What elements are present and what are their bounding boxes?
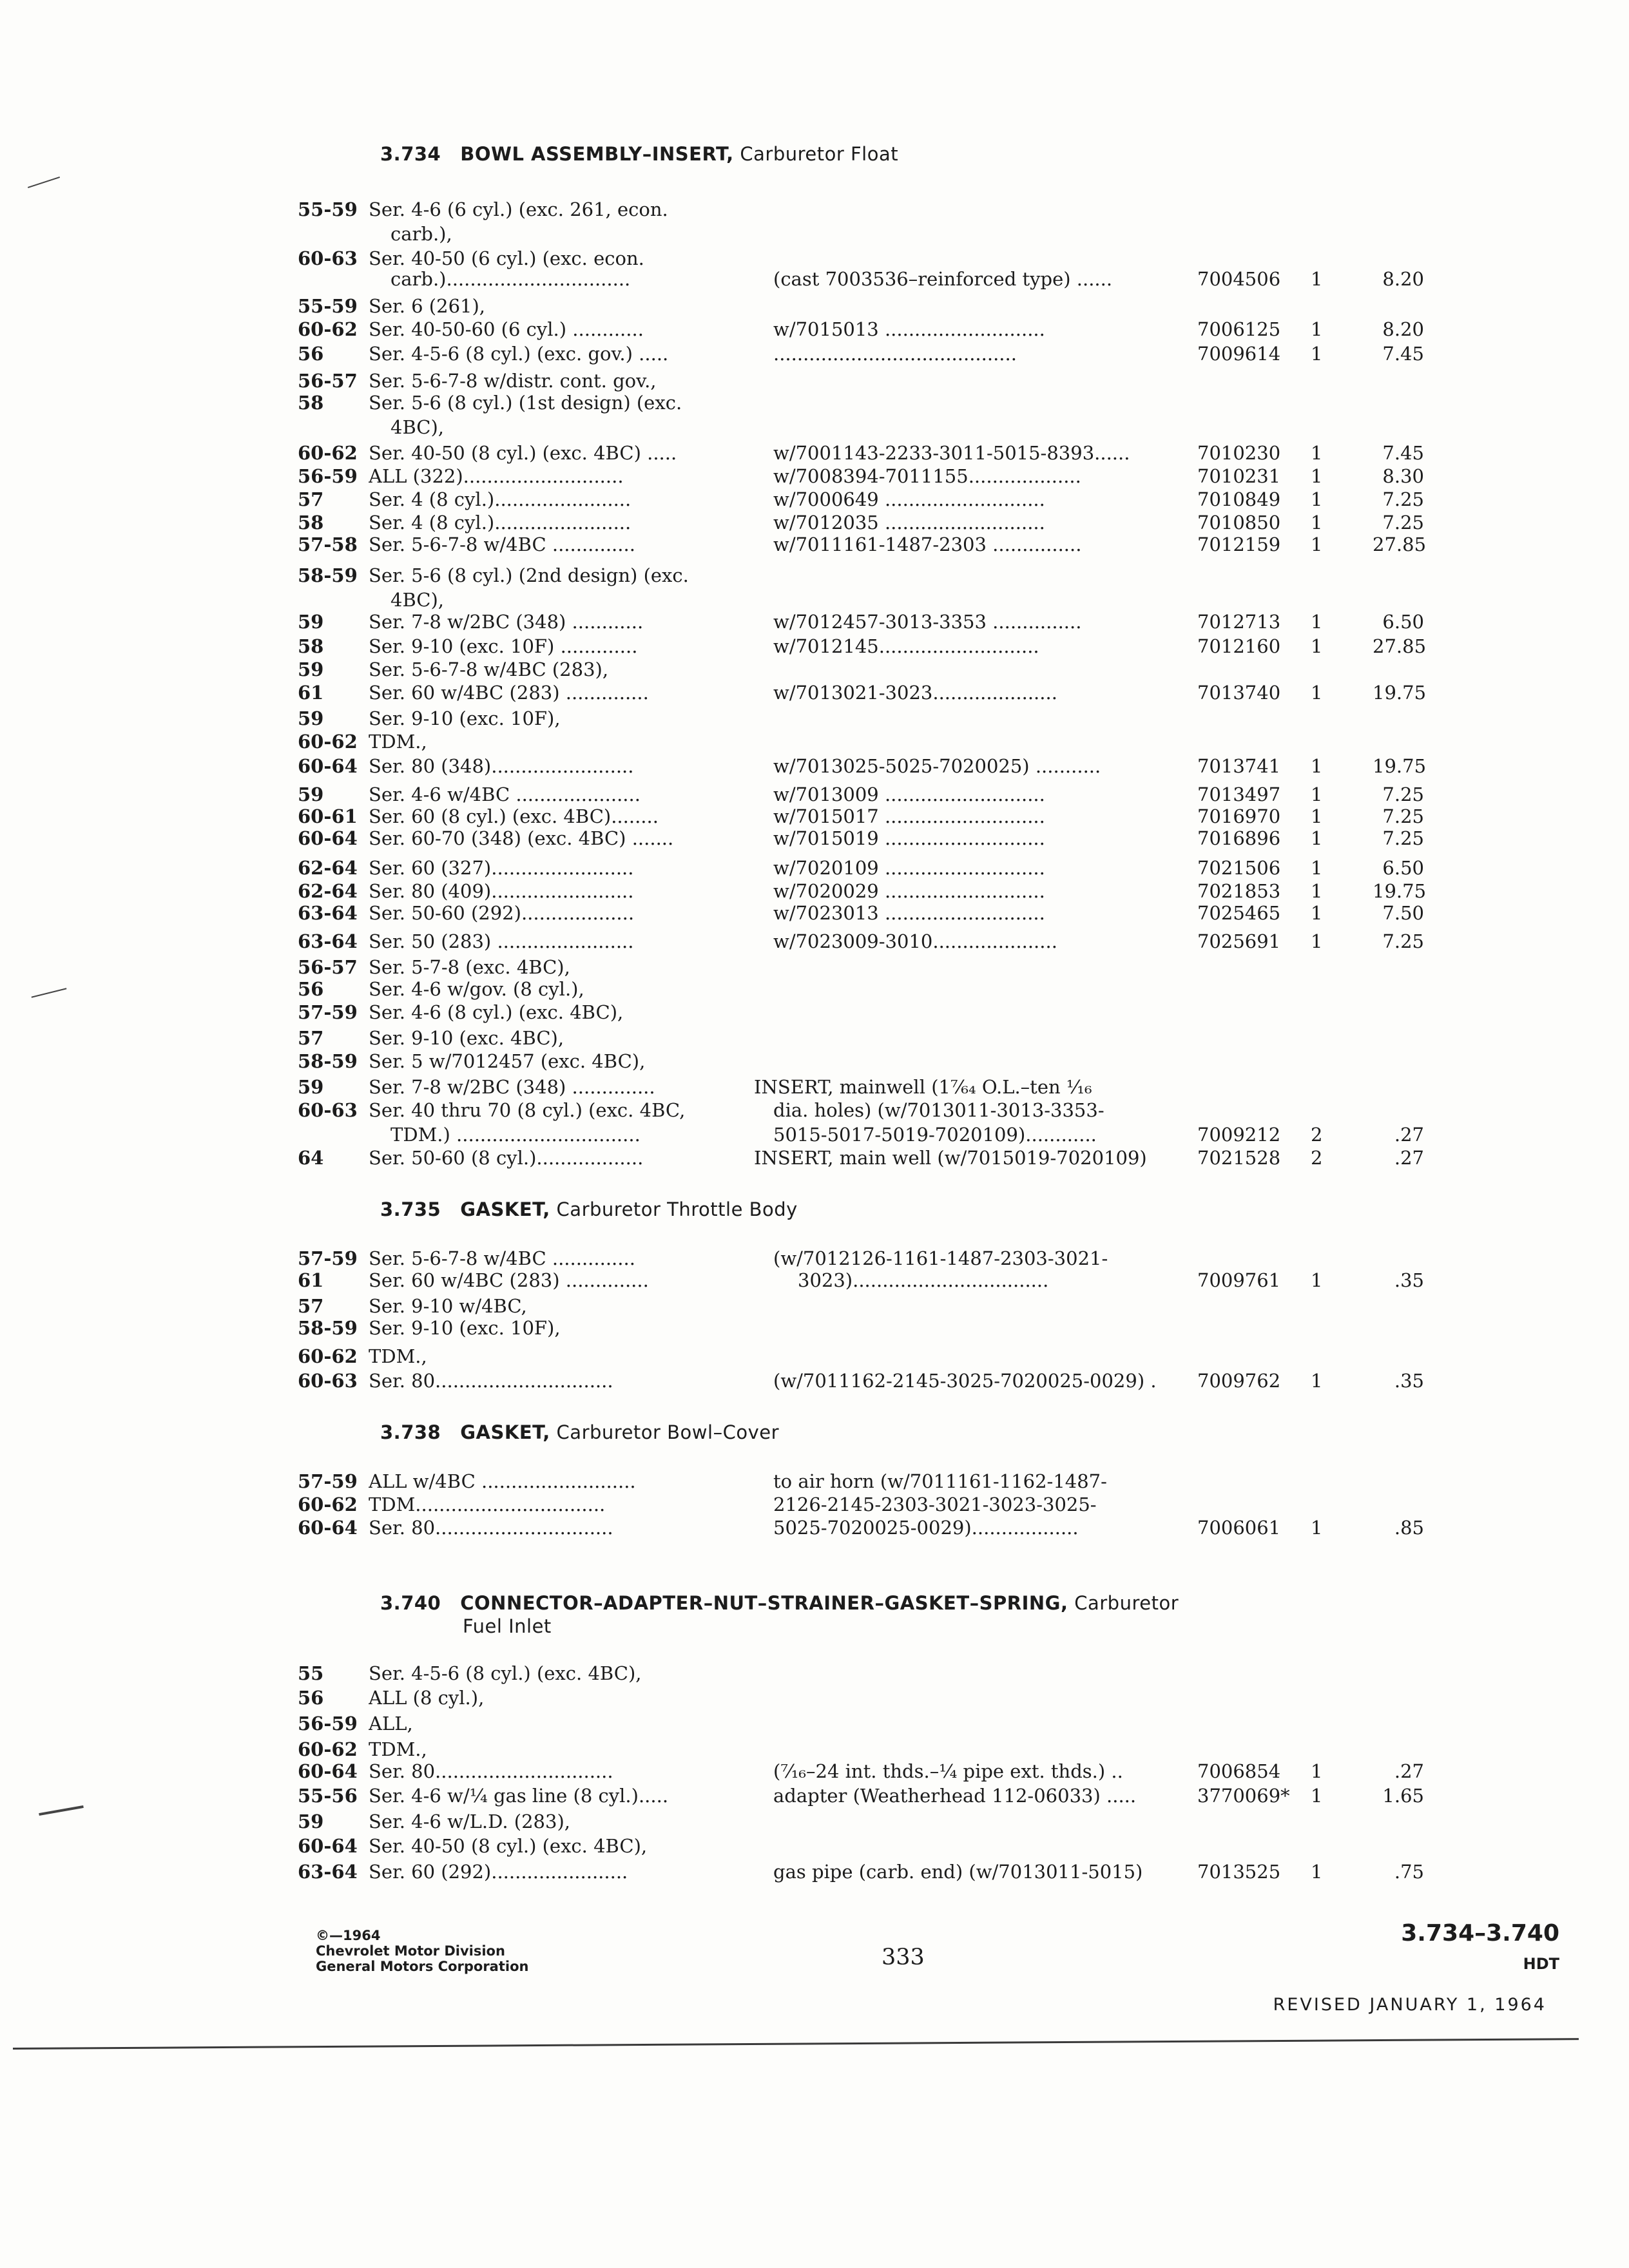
quantity: 1 [1311, 1517, 1323, 1539]
year-range: 60-62 [298, 1345, 358, 1367]
year-range: 60-64 [298, 755, 358, 777]
section-number: 3.734 [380, 143, 441, 165]
year-range: 58-59 [298, 1317, 358, 1339]
application: Ser. 60-70 (348) (exc. 4BC) ....... [369, 827, 674, 849]
part-number: 7013740 [1197, 682, 1281, 704]
year-range: 60-62 [298, 1494, 358, 1515]
application: carb.)............................... [390, 268, 631, 290]
year-range: 55-59 [298, 295, 358, 317]
year-range: 60-64 [298, 1760, 358, 1782]
description: (cast 7003536–reinforced type) ...... [773, 268, 1113, 290]
application: ALL (8 cyl.), [369, 1687, 485, 1709]
description: 5025-7020025-0029).................. [773, 1517, 1079, 1539]
application: Ser. 50-60 (8 cyl.).................. [369, 1147, 644, 1169]
description: dia. holes) (w/7013011-3013-3353- [773, 1099, 1104, 1121]
year-range: 56 [298, 1687, 324, 1709]
application: Ser. 60 (327)........................ [369, 857, 634, 879]
description: w/7023013 ........................... [773, 902, 1045, 924]
price: .27 [1394, 1147, 1424, 1169]
year-range: 55-59 [298, 198, 358, 220]
price: 6.50 [1382, 857, 1424, 879]
year-range: 63-64 [298, 930, 358, 952]
year-range: 56-57 [298, 956, 358, 978]
part-number: 7016896 [1197, 827, 1281, 849]
section-name: GASKET, [460, 1198, 550, 1220]
margin-mark [28, 177, 60, 188]
copyright: ©—1964 [316, 1928, 381, 1943]
part-number: 7016970 [1197, 805, 1281, 827]
year-range: 58-59 [298, 1050, 358, 1072]
part-number: 7012160 [1197, 635, 1281, 657]
application: Ser. 4-6 w/L.D. (283), [369, 1811, 570, 1832]
description: INSERT, mainwell (1⁷⁄₆₄ O.L.–ten ¹⁄₁₆ [754, 1076, 1092, 1098]
part-number: 7021528 [1197, 1147, 1281, 1169]
year-range: 63-64 [298, 902, 358, 924]
description: (w/7011162-2145-3025-7020025-0029) . [773, 1370, 1157, 1392]
description: 3023)................................. [798, 1269, 1049, 1291]
part-number: 7004506 [1197, 268, 1281, 290]
year-range: 56-57 [298, 370, 358, 392]
quantity: 1 [1311, 682, 1323, 704]
section-name: BOWL ASSEMBLY–INSERT, [460, 143, 734, 165]
year-range: 56 [298, 343, 324, 365]
price: 8.30 [1382, 465, 1424, 487]
price: 6.50 [1382, 611, 1424, 633]
application: ALL, [369, 1713, 413, 1735]
application: Ser. 80 (348)........................ [369, 755, 634, 777]
quantity: 1 [1311, 783, 1323, 805]
quantity: 1 [1311, 827, 1323, 849]
part-number: 7009614 [1197, 343, 1281, 365]
application: Ser. 40-50-60 (6 cyl.) ............ [369, 318, 644, 340]
description: (⁷⁄₁₆–24 int. thds.–¼ pipe ext. thds.) .. [773, 1760, 1123, 1782]
application: TDM., [369, 1345, 427, 1367]
part-number: 7025691 [1197, 930, 1281, 952]
application: Ser. 5-6-7-8 w/4BC .............. [369, 1247, 635, 1269]
year-range: 60-62 [298, 1738, 358, 1760]
application: Ser. 7-8 w/2BC (348) .............. [369, 1076, 655, 1098]
price: 7.25 [1382, 805, 1424, 827]
quantity: 1 [1311, 1785, 1323, 1807]
description: w/7013009 ........................... [773, 783, 1045, 805]
quantity: 2 [1311, 1124, 1323, 1146]
part-number: 7013525 [1197, 1861, 1281, 1883]
year-range: 57 [298, 1027, 324, 1049]
description: w/7012035 ........................... [773, 512, 1045, 533]
description: (w/7012126-1161-1487-2303-3021- [773, 1247, 1108, 1269]
description: INSERT, main well (w/7015019-7020109) [754, 1147, 1147, 1169]
application: Ser. 5 w/7012457 (exc. 4BC), [369, 1050, 646, 1072]
description: w/7020029 ........................... [773, 880, 1045, 902]
application: Ser. 40-50 (6 cyl.) (exc. econ. [369, 247, 644, 269]
application: Ser. 60 (292)....................... [369, 1861, 628, 1883]
year-range: 58 [298, 635, 324, 657]
description: to air horn (w/7011161-1162-1487- [773, 1470, 1107, 1492]
year-range: 57-59 [298, 1001, 358, 1023]
application: Ser. 5-6-7-8 w/4BC (283), [369, 658, 609, 680]
year-range: 56 [298, 978, 324, 1000]
application: Ser. 5-6 (8 cyl.) (2nd design) (exc. [369, 564, 689, 586]
part-number: 7013741 [1197, 755, 1281, 777]
margin-mark [39, 1805, 84, 1816]
part-number: 7025465 [1197, 902, 1281, 924]
application: Ser. 4-6 (8 cyl.) (exc. 4BC), [369, 1001, 624, 1023]
part-number: 7006061 [1197, 1517, 1281, 1539]
description: 5015-5017-5019-7020109)............ [773, 1124, 1097, 1146]
part-number: 7009212 [1197, 1124, 1281, 1146]
price: 27.85 [1373, 635, 1427, 657]
description: w/7013021-3023..................... [773, 682, 1057, 704]
price: .35 [1394, 1269, 1424, 1291]
description: w/7023009-3010..................... [773, 930, 1057, 952]
application: Ser. 40-50 (8 cyl.) (exc. 4BC), [369, 1835, 648, 1857]
application: Ser. 9-10 (exc. 10F) ............. [369, 635, 638, 657]
bottom-rule [13, 2038, 1579, 2050]
price: .35 [1394, 1370, 1424, 1392]
quantity: 1 [1311, 857, 1323, 879]
description: adapter (Weatherhead 112-06033) ..... [773, 1785, 1137, 1807]
quantity: 1 [1311, 488, 1323, 510]
application: Ser. 4-6 (6 cyl.) (exc. 261, econ. [369, 198, 668, 220]
application: Ser. 40 thru 70 (8 cyl.) (exc. 4BC, [369, 1099, 686, 1121]
section-note: Carburetor Float [733, 143, 899, 165]
year-range: 57 [298, 488, 324, 510]
price: 27.85 [1373, 533, 1427, 555]
price: 7.45 [1382, 442, 1424, 464]
publisher-corporation: General Motors Corporation [316, 1959, 529, 1974]
part-number: 7010850 [1197, 512, 1281, 533]
quantity: 1 [1311, 635, 1323, 657]
year-range: 59 [298, 783, 324, 805]
description: ......................................... [773, 343, 1017, 365]
section-note: Carburetor [1068, 1592, 1179, 1614]
description: w/7012145........................... [773, 635, 1039, 657]
description: 2126-2145-2303-3021-3023-3025- [773, 1494, 1097, 1515]
part-number: 7021506 [1197, 857, 1281, 879]
section-heading-3735 [380, 1198, 798, 1220]
price: .27 [1394, 1124, 1424, 1146]
description: w/7012457-3013-3353 ............... [773, 611, 1082, 633]
price: 1.65 [1382, 1785, 1424, 1807]
application: Ser. 80.............................. [369, 1517, 613, 1539]
year-range: 59 [298, 611, 324, 633]
quantity: 1 [1311, 512, 1323, 533]
quantity: 1 [1311, 755, 1323, 777]
section-number: 3.740 [380, 1592, 441, 1614]
application: Ser. 4 (8 cyl.)....................... [369, 488, 631, 510]
year-range: 59 [298, 658, 324, 680]
price: .85 [1394, 1517, 1424, 1539]
year-range: 59 [298, 1811, 324, 1832]
year-range: 55 [298, 1662, 324, 1684]
price: 7.25 [1382, 827, 1424, 849]
section-note-continued: Fuel Inlet [463, 1615, 552, 1637]
section-name: CONNECTOR–ADAPTER–NUT–STRAINER–GASKET–SPRING, [460, 1592, 1068, 1614]
year-range: 64 [298, 1147, 324, 1169]
part-number: 7009762 [1197, 1370, 1281, 1392]
application: ALL w/4BC .......................... [369, 1470, 636, 1492]
application: Ser. 50 (283) ....................... [369, 930, 634, 952]
year-range: 57-59 [298, 1247, 358, 1269]
application: Ser. 40-50 (8 cyl.) (exc. 4BC) ..... [369, 442, 677, 464]
price: 7.50 [1382, 902, 1424, 924]
price: 19.75 [1373, 682, 1427, 704]
quantity: 1 [1311, 343, 1323, 365]
application: 4BC), [390, 416, 445, 438]
year-range: 58-59 [298, 564, 358, 586]
application: Ser. 5-6 (8 cyl.) (1st design) (exc. [369, 392, 682, 414]
application: Ser. 4 (8 cyl.)....................... [369, 512, 631, 533]
price: 7.25 [1382, 512, 1424, 533]
part-number: 7012713 [1197, 611, 1281, 633]
quantity: 1 [1311, 533, 1323, 555]
quantity: 1 [1311, 1760, 1323, 1782]
price: 19.75 [1373, 880, 1427, 902]
application: TDM.) ............................... [390, 1124, 641, 1146]
description: gas pipe (carb. end) (w/7013011-5015) [773, 1861, 1143, 1883]
part-number: 7012159 [1197, 533, 1281, 555]
description: w/7013025-5025-7020025) ........... [773, 755, 1101, 777]
price: 7.45 [1382, 343, 1424, 365]
application: 4BC), [390, 589, 445, 611]
year-range: 62-64 [298, 857, 358, 879]
application: Ser. 4-6 w/¼ gas line (8 cyl.)..... [369, 1785, 669, 1807]
quantity: 1 [1311, 902, 1323, 924]
quantity: 1 [1311, 930, 1323, 952]
application: Ser. 5-6-7-8 w/distr. cont. gov., [369, 370, 657, 392]
application: Ser. 80.............................. [369, 1370, 613, 1392]
description: w/7011161-1487-2303 ............... [773, 533, 1082, 555]
year-range: 60-64 [298, 1835, 358, 1857]
part-number: 7010849 [1197, 488, 1281, 510]
section-heading-3738 [380, 1421, 779, 1443]
part-number: 7013497 [1197, 783, 1281, 805]
quantity: 1 [1311, 611, 1323, 633]
year-range: 60-64 [298, 827, 358, 849]
quantity: 1 [1311, 442, 1323, 464]
application: Ser. 4-6 w/gov. (8 cyl.), [369, 978, 584, 1000]
margin-mark [32, 988, 67, 997]
quantity: 1 [1311, 465, 1323, 487]
description: w/7001143-2233-3011-5015-8393...... [773, 442, 1130, 464]
year-range: 55-56 [298, 1785, 358, 1807]
section-number: 3.738 [380, 1421, 441, 1443]
description: w/7015013 ........................... [773, 318, 1045, 340]
description: w/7020109 ........................... [773, 857, 1045, 879]
application: Ser. 60 w/4BC (283) .............. [369, 1269, 649, 1291]
application: Ser. 9-10 (exc. 10F), [369, 707, 561, 729]
application: Ser. 9-10 w/4BC, [369, 1295, 527, 1317]
year-range: 57-58 [298, 533, 358, 555]
year-range: 62-64 [298, 880, 358, 902]
quantity: 1 [1311, 318, 1323, 340]
application: Ser. 9-10 (exc. 10F), [369, 1317, 561, 1339]
part-number: 7010230 [1197, 442, 1281, 464]
quantity: 1 [1311, 1269, 1323, 1291]
application: Ser. 50-60 (292)................... [369, 902, 635, 924]
quantity: 1 [1311, 268, 1323, 290]
application: Ser. 4-6 w/4BC ..................... [369, 783, 641, 805]
year-range: 61 [298, 1269, 324, 1291]
price: 8.20 [1382, 268, 1424, 290]
application: Ser. 80.............................. [369, 1760, 613, 1782]
publisher-division: Chevrolet Motor Division [316, 1943, 505, 1959]
application: Ser. 9-10 (exc. 4BC), [369, 1027, 564, 1049]
quantity: 1 [1311, 1370, 1323, 1392]
section-heading-3740 [380, 1591, 1179, 1638]
quantity: 1 [1311, 1861, 1323, 1883]
year-range: 60-62 [298, 731, 358, 753]
application: Ser. 80 (409)........................ [369, 880, 634, 902]
section-note: Carburetor Throttle Body [550, 1198, 798, 1220]
year-range: 59 [298, 1076, 324, 1098]
application: Ser. 60 w/4BC (283) .............. [369, 682, 649, 704]
application: Ser. 4-5-6 (8 cyl.) (exc. 4BC), [369, 1662, 642, 1684]
application: Ser. 4-5-6 (8 cyl.) (exc. gov.) ..... [369, 343, 669, 365]
application: carb.), [390, 223, 452, 245]
description: w/7000649 ........................... [773, 488, 1045, 510]
section-number: 3.735 [380, 1198, 441, 1220]
price: 7.25 [1382, 783, 1424, 805]
part-number: 7021853 [1197, 880, 1281, 902]
revision-date: REVISED JANUARY 1, 1964 [1273, 1995, 1547, 2015]
quantity: 2 [1311, 1147, 1323, 1169]
year-range: 60-62 [298, 442, 358, 464]
application: TDM., [369, 731, 427, 753]
part-number: 7006854 [1197, 1760, 1281, 1782]
year-range: 63-64 [298, 1861, 358, 1883]
year-range: 61 [298, 682, 324, 704]
section-name: GASKET, [460, 1421, 550, 1443]
year-range: 57-59 [298, 1470, 358, 1492]
year-range: 59 [298, 707, 324, 729]
year-range: 60-62 [298, 318, 358, 340]
application: Ser. 5-7-8 (exc. 4BC), [369, 956, 570, 978]
quantity: 1 [1311, 805, 1323, 827]
year-range: 56-59 [298, 465, 358, 487]
year-range: 60-63 [298, 1370, 358, 1392]
year-range: 60-61 [298, 805, 358, 827]
application: TDM................................ [369, 1494, 606, 1515]
quantity: 1 [1311, 880, 1323, 902]
section-heading-3734 [380, 143, 898, 165]
description: w/7008394-7011155................... [773, 465, 1081, 487]
price: 7.25 [1382, 488, 1424, 510]
price: 8.20 [1382, 318, 1424, 340]
year-range: 60-63 [298, 247, 358, 269]
catalog-code: HDT [1523, 1955, 1559, 1973]
year-range: 60-63 [298, 1099, 358, 1121]
year-range: 60-64 [298, 1517, 358, 1539]
description: w/7015019 ........................... [773, 827, 1045, 849]
price: 19.75 [1373, 755, 1427, 777]
publisher-block [316, 1928, 528, 1974]
part-number: 7006125 [1197, 318, 1281, 340]
year-range: 56-59 [298, 1713, 358, 1735]
section-note: Carburetor Bowl–Cover [550, 1421, 779, 1443]
page-number: 333 [882, 1945, 925, 1970]
part-number: 3770069* [1197, 1785, 1290, 1807]
year-range: 57 [298, 1295, 324, 1317]
application: ALL (322)........................... [369, 465, 624, 487]
part-number: 7009761 [1197, 1269, 1281, 1291]
application: Ser. 60 (8 cyl.) (exc. 4BC)........ [369, 805, 659, 827]
price: 7.25 [1382, 930, 1424, 952]
part-number: 7010231 [1197, 465, 1281, 487]
application: TDM., [369, 1738, 427, 1760]
section-range: 3.734–3.740 [1401, 1920, 1559, 1946]
price: .75 [1394, 1861, 1424, 1883]
year-range: 58 [298, 512, 324, 533]
description: w/7015017 ........................... [773, 805, 1045, 827]
application: Ser. 7-8 w/2BC (348) ............ [369, 611, 644, 633]
application: Ser. 6 (261), [369, 295, 486, 317]
year-range: 58 [298, 392, 324, 414]
price: .27 [1394, 1760, 1424, 1782]
application: Ser. 5-6-7-8 w/4BC .............. [369, 533, 635, 555]
